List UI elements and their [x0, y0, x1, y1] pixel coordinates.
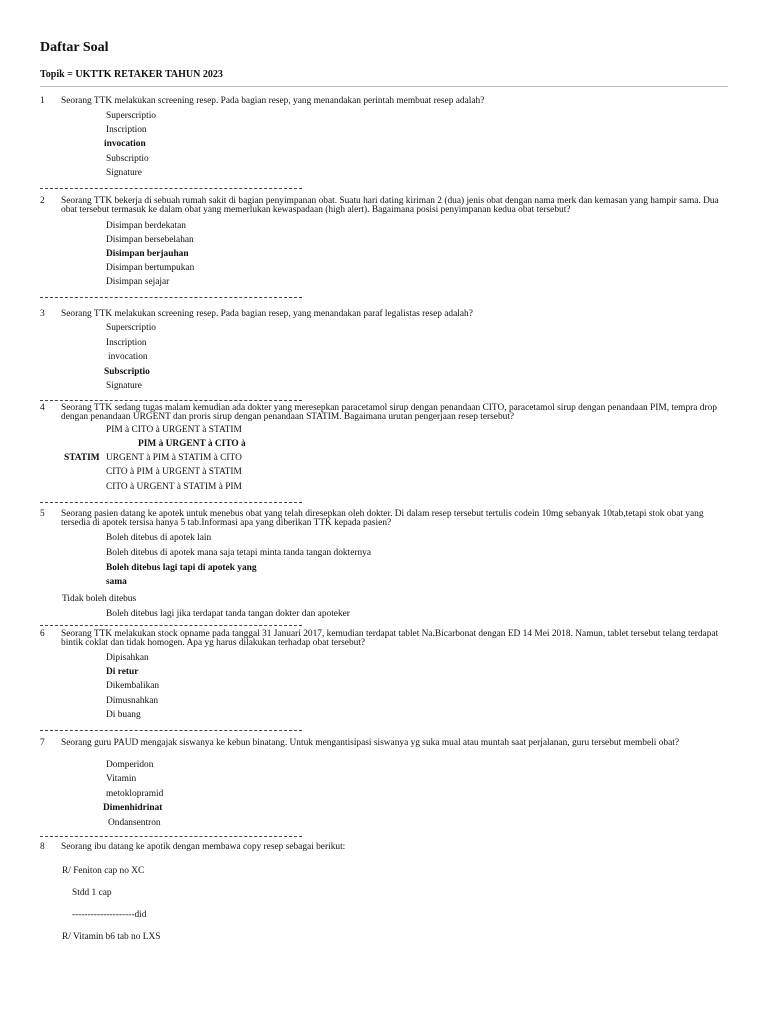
question-text: Seorang ibu datang ke apotik dengan membawa copy resep sebagai berikut:: [61, 842, 346, 852]
question-text: Seorang TTK bekerja di sebuah rumah sakit di bagian penyimpanan obat. Suatu hari dating kiriman 2 (dua) jenis obat dengan nama merk dan kemasan yang hampir sama. Dua obat tersebut termasuk ke dalam obat yang memerlukan kewaspadaan (high alert). Bagaimana posisi penyimpanan kedua obat tersebut?: [61, 196, 719, 216]
option[interactable]: Inscription: [106, 338, 147, 348]
option[interactable]: Disimpan sejajar: [106, 277, 170, 287]
option[interactable]: Ondansentron: [108, 818, 161, 828]
question-number: 7: [40, 738, 45, 748]
option[interactable]: Dikembalikan: [106, 681, 160, 691]
option[interactable]: Boleh ditebus di apotek mana saja tetapi minta tanda tangan dokternya: [106, 548, 372, 558]
page-title: Daftar Soal: [40, 40, 109, 55]
option-answer[interactable]: Di retur: [106, 667, 139, 677]
option-answer-continued[interactable]: sama: [106, 577, 127, 587]
option[interactable]: URGENT à PIM à STATIM à CITO: [106, 453, 242, 463]
question-number: 2: [40, 196, 45, 206]
option[interactable]: Disimpan berdekatan: [106, 221, 186, 231]
option-answer[interactable]: Boleh ditebus lagi tapi di apotek yang: [106, 563, 257, 573]
question-separator: [40, 625, 302, 626]
option[interactable]: Inscription: [106, 125, 147, 135]
question-separator: [40, 297, 302, 298]
option[interactable]: metoklopramid: [106, 789, 164, 799]
option[interactable]: Boleh ditebus lagi jika terdapat tanda tangan dokter dan apoteker: [106, 609, 350, 619]
option-answer[interactable]: invocation: [104, 139, 146, 149]
question-separator: [40, 502, 302, 503]
option[interactable]: Subscriptio: [106, 154, 149, 164]
question-text: Seorang TTK sedang tugas malam kemudian ada dokter yang meresepkan paracetamol sirup dengan penandaan CITO, paracetamol sirup dengan penandaan PIM, tempra drop dengan penandaan URGENT dan proris sirup dengan penandaan STATIM. Bagaimana urutan pengerjaan resep tersebut?: [61, 403, 717, 423]
option[interactable]: Dipisahkan: [106, 653, 149, 663]
prescription-line: R/ Vitamin b6 tab no LXS: [62, 932, 161, 942]
option-answer[interactable]: Subscriptio: [104, 367, 150, 377]
option[interactable]: Domperidon: [106, 760, 154, 770]
option[interactable]: Signature: [106, 381, 142, 391]
question-number: 4: [40, 403, 45, 413]
question-separator: [40, 400, 302, 401]
option[interactable]: Boleh ditebus di apotek lain: [106, 533, 212, 543]
question-text: Seorang TTK melakukan screening resep. Pada bagian resep, yang menandakan perintah membuat resep adalah?: [61, 96, 485, 106]
prescription-line: R/ Feniton cap no XC: [62, 866, 145, 876]
prescription-line: --------------------did: [72, 910, 147, 920]
option[interactable]: invocation: [108, 352, 148, 362]
option-answer[interactable]: PIM à URGENT à CITO à: [138, 439, 246, 449]
option[interactable]: CITO à URGENT à STATIM à PIM: [106, 482, 242, 492]
option[interactable]: Superscriptio: [106, 323, 156, 333]
option-answer[interactable]: Dimenhidrinat: [103, 803, 163, 813]
option-answer-continued[interactable]: STATIM: [64, 453, 100, 463]
question-separator: [40, 188, 302, 189]
prescription-line: Stdd 1 cap: [72, 888, 112, 898]
question-text: Seorang pasien datang ke apotek untuk menebus obat yang telah diresepkan oleh dokter. Di dalam resep tersebut tertulis codein 10mg sebanyak 10tab,tetapi stok obat yang tersedia di apotek tersisa hanya 5 tab.Informasi apa yang diberikan TTK kepada pasien?: [61, 509, 704, 529]
question-number: 1: [40, 96, 45, 106]
question-text: Seorang TTK melakukan stock opname pada tanggal 31 Januari 2017, kemudian terdapat tablet Na.Bicarbonat dengan ED 14 Mei 2018. Namun, tablet tersebut telang terdapat bintik coklat dan tidak homogen. Apa yg harus dilakukan terhadap obat tersebut?: [61, 629, 719, 649]
question-separator: [40, 836, 302, 837]
option[interactable]: Superscriptio: [106, 111, 156, 121]
option[interactable]: Disimpan bertumpukan: [106, 263, 195, 273]
option[interactable]: Vitamin: [106, 774, 137, 784]
topic-label: Topik = UKTTK RETAKER TAHUN 2023: [40, 69, 223, 80]
question-separator: [40, 730, 302, 731]
question-number: 5: [40, 509, 45, 519]
option[interactable]: PIM à CITO à URGENT à STATIM: [106, 425, 242, 435]
question-text: Seorang TTK melakukan screening resep. Pada bagian resep, yang menandakan paraf legalistas resep adalah?: [61, 309, 473, 319]
question-number: 6: [40, 629, 45, 639]
question-text: Seorang guru PAUD mengajak siswanya ke kebun binatang. Untuk mengantisipasi siswanya yg suka mual atau muntah saat perjalanan, guru tersebut membeli obat?: [61, 738, 679, 748]
option[interactable]: Tidak boleh ditebus: [62, 594, 137, 604]
divider: [40, 86, 728, 87]
option[interactable]: Disimpan bersebelahan: [106, 235, 194, 245]
option-answer[interactable]: Disimpan berjauhan: [106, 249, 189, 259]
option[interactable]: Signature: [106, 168, 142, 178]
question-number: 3: [40, 309, 45, 319]
option[interactable]: Dimusnahkan: [106, 696, 159, 706]
option[interactable]: Di buang: [106, 710, 141, 720]
question-number: 8: [40, 842, 45, 852]
option[interactable]: CITO à PIM à URGENT à STATIM: [106, 467, 242, 477]
